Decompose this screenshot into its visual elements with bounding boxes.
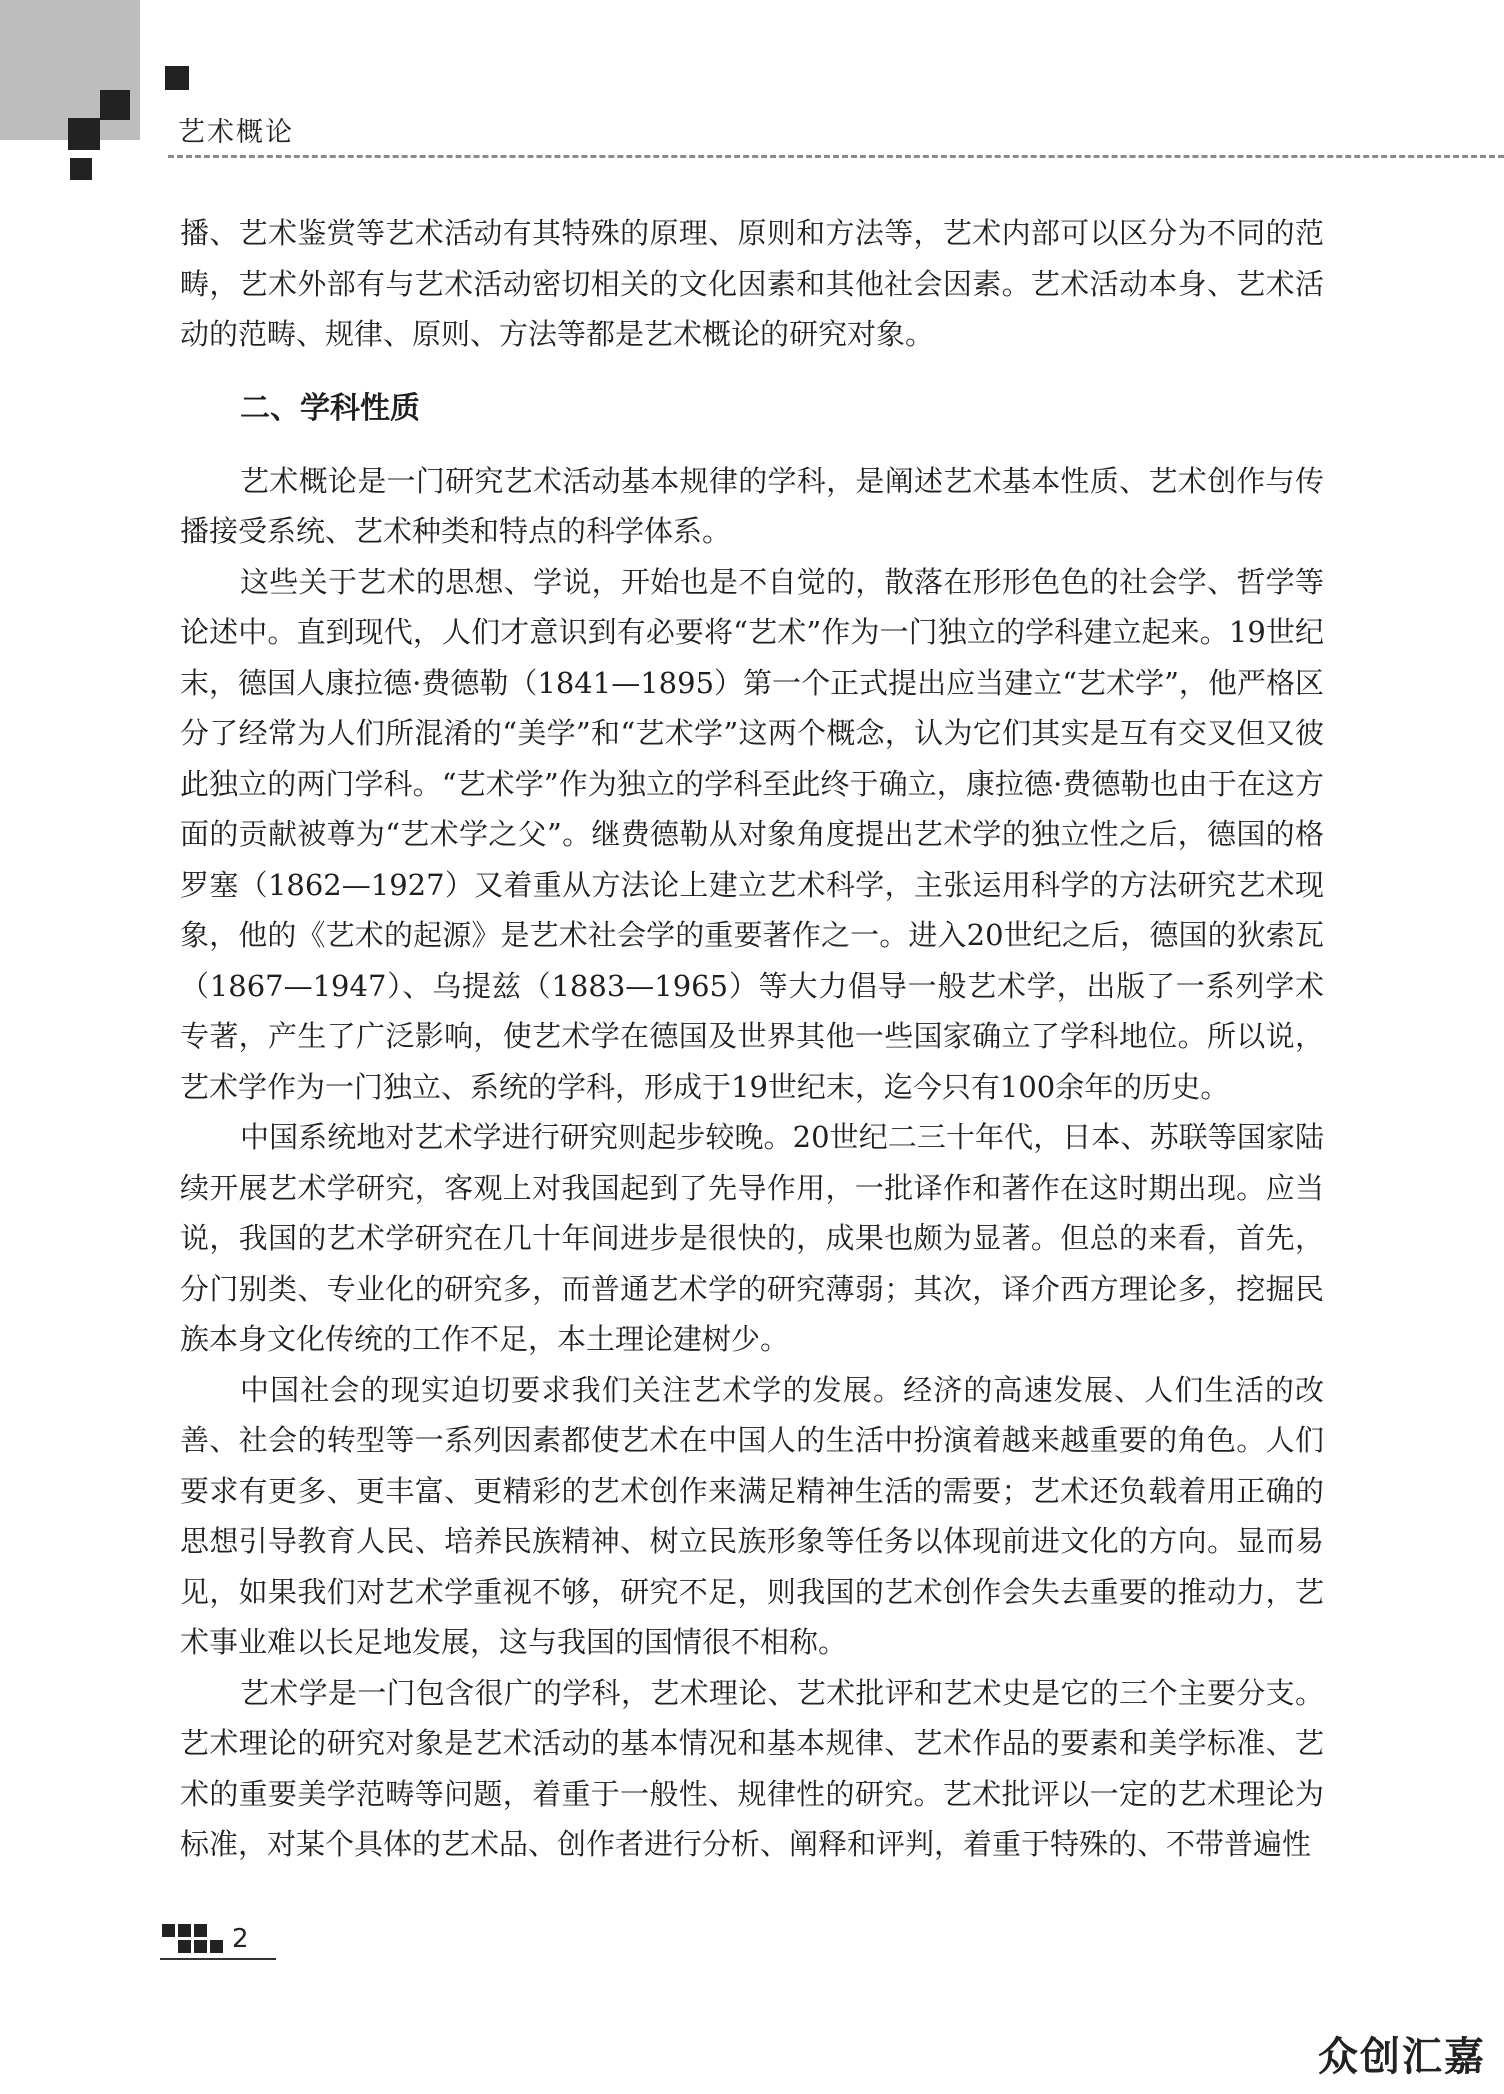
footer-rule (160, 1958, 276, 1960)
header-square (100, 90, 130, 120)
footer-square (210, 1940, 223, 1953)
page-body (180, 208, 1324, 1870)
page-number: 2 (232, 1924, 249, 1954)
section-heading: 二、学科性质 (240, 390, 420, 426)
running-header-title: 艺术概论 (178, 117, 294, 148)
footer-square-pattern (156, 1922, 236, 1962)
header-square-pattern (0, 0, 200, 200)
body-paragraph: 中国系统地对艺术学进行研究则起步较晚。20世纪二三十年代，日本、苏联等国家陆续开展艺术学研究，客观上对我国起到了先导作用，一批译作和著作在这时期出现。应当说，我国的艺术学研究在几十年间进步是很快的，成果也颇为显著。但总的来看，首先，分门别类、专业化的研究多，而普通艺术学的研究薄弱；其次，译介西方理论多，挖掘民族本身文化传统的工作不足，本土理论建树少。 (180, 1120, 1324, 1356)
body-paragraph: 艺术学是一门包含很广的学科，艺术理论、艺术批评和艺术史是它的三个主要分支。艺术理论的研究对象是艺术活动的基本情况和基本规律、艺术作品的要素和美学标准、艺术的重要美学范畴等问题，着重于一般性、规律性的研究。艺术批评以一定的艺术理论为标准，对某个具体的艺术品、创作者进行分析、阐释和评判，着重于特殊的、不带普遍性 (180, 1675, 1324, 1861)
footer-square (162, 1924, 175, 1937)
footer-square (194, 1940, 207, 1953)
intro-paragraph: 播、艺术鉴赏等艺术活动有其特殊的原理、原则和方法等，艺术内部可以区分为不同的范畴，艺术外部有与艺术活动密切相关的文化因素和其他社会因素。艺术活动本身、艺术活动的范畴、规律、原则、方法等都是艺术概论的研究对象。 (180, 216, 1324, 351)
watermark-text: 众创汇嘉 (1318, 2034, 1486, 2080)
footer-square (178, 1940, 191, 1953)
header-square (68, 118, 100, 150)
body-paragraph: 艺术概论是一门研究艺术活动基本规律的学科，是阐述艺术基本性质、艺术创作与传播接受系统、艺术种类和特点的科学体系。 (180, 463, 1324, 548)
header-dashed-rule (168, 155, 1504, 158)
footer-square (178, 1924, 191, 1937)
body-paragraph: 这些关于艺术的思想、学说，开始也是不自觉的，散落在形形色色的社会学、哲学等论述中。直到现代，人们才意识到有必要将“艺术”作为一门独立的学科建立起来。19世纪末，德国人康拉德·费德勒（1841—1895）第一个正式提出应当建立“艺术学”，他严格区分了经常为人们所混淆的“美学”和“艺术学”这两个概念，认为它们其实是互有交叉但又彼此独立的两门学科。“艺术学”作为独立的学科至此终于确立，康拉德·费德勒也由于在这方面的贡献被尊为“艺术学之父”。继费德勒从对象角度提出艺术学的独立性之后，德国的格罗塞（1862—1927）又着重从方法论上建立艺术科学，主张运用科学的方法研究艺术现象，他的《艺术的起源》是艺术社会学的重要著作之一。进入20世纪之后，德国的狄索瓦（1867—1947）、乌提兹（1883—1965）等大力倡导一般艺术学，出版了一系列学术专著，产生了广泛影响，使艺术学在德国及世界其他一些国家确立了学科地位。所以说，艺术学作为一门独立、系统的学科，形成于19世纪末，迄今只有100余年的历史。 (180, 564, 1324, 1104)
header-square (70, 158, 92, 180)
footer-square (194, 1924, 207, 1937)
header-square (165, 66, 189, 90)
body-paragraph: 中国社会的现实迫切要求我们关注艺术学的发展。经济的高速发展、人们生活的改善、社会的转型等一系列因素都使艺术在中国人的生活中扮演着越来越重要的角色。人们要求有更多、更丰富、更精彩的艺术创作来满足精神生活的需要；艺术还负载着用正确的思想引导教育人民、培养民族精神、树立民族形象等任务以体现前进文化的方向。显而易见，如果我们对艺术学重视不够，研究不足，则我国的艺术创作会失去重要的推动力，艺术事业难以长足地发展，这与我国的国情很不相称。 (180, 1372, 1324, 1659)
